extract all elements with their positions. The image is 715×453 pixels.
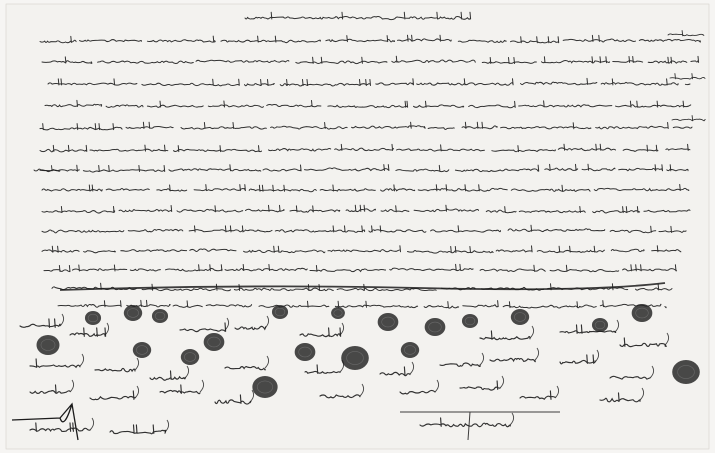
seal-stamp xyxy=(632,304,653,322)
seal-ink xyxy=(124,305,142,321)
seal-ink xyxy=(378,313,399,331)
text-line-3-word xyxy=(685,84,690,85)
text-line-14-word xyxy=(665,307,666,308)
seal-stamp xyxy=(425,318,446,336)
seal-stamp xyxy=(592,318,608,332)
seal-stamp xyxy=(341,346,369,370)
seal-ink xyxy=(295,343,316,361)
seal-stamp xyxy=(511,309,529,325)
seal-ink xyxy=(331,307,345,319)
seal-ink xyxy=(204,333,225,351)
seal-ink xyxy=(632,304,653,322)
seal-ink xyxy=(511,309,529,325)
seal-ink xyxy=(252,376,277,398)
seal-ink xyxy=(181,349,199,365)
seal-ink xyxy=(272,305,288,319)
paper-sheet xyxy=(6,4,709,449)
seal-stamp xyxy=(331,307,345,319)
seal-stamp xyxy=(462,314,478,328)
seal-stamp xyxy=(204,333,225,351)
seal-stamp xyxy=(133,342,151,358)
seal-stamp xyxy=(85,311,101,325)
seal-stamp xyxy=(672,360,700,384)
seal-stamp xyxy=(272,305,288,319)
seal-stamp xyxy=(152,309,168,323)
seal-ink xyxy=(152,309,168,323)
seal-ink xyxy=(341,346,369,370)
seal-ink xyxy=(672,360,700,384)
seal-stamp xyxy=(181,349,199,365)
seal-ink xyxy=(425,318,446,336)
seal-ink xyxy=(592,318,608,332)
seal-stamp xyxy=(252,376,277,398)
seal-ink xyxy=(133,342,151,358)
seal-stamp xyxy=(401,342,419,358)
seal-stamp xyxy=(295,343,316,361)
seal-ink xyxy=(85,311,101,325)
seal-ink xyxy=(401,342,419,358)
seal-ink xyxy=(462,314,478,328)
seal-stamp xyxy=(124,305,142,321)
seal-stamp xyxy=(37,335,60,355)
seal-stamp xyxy=(378,313,399,331)
seal-ink xyxy=(37,335,60,355)
